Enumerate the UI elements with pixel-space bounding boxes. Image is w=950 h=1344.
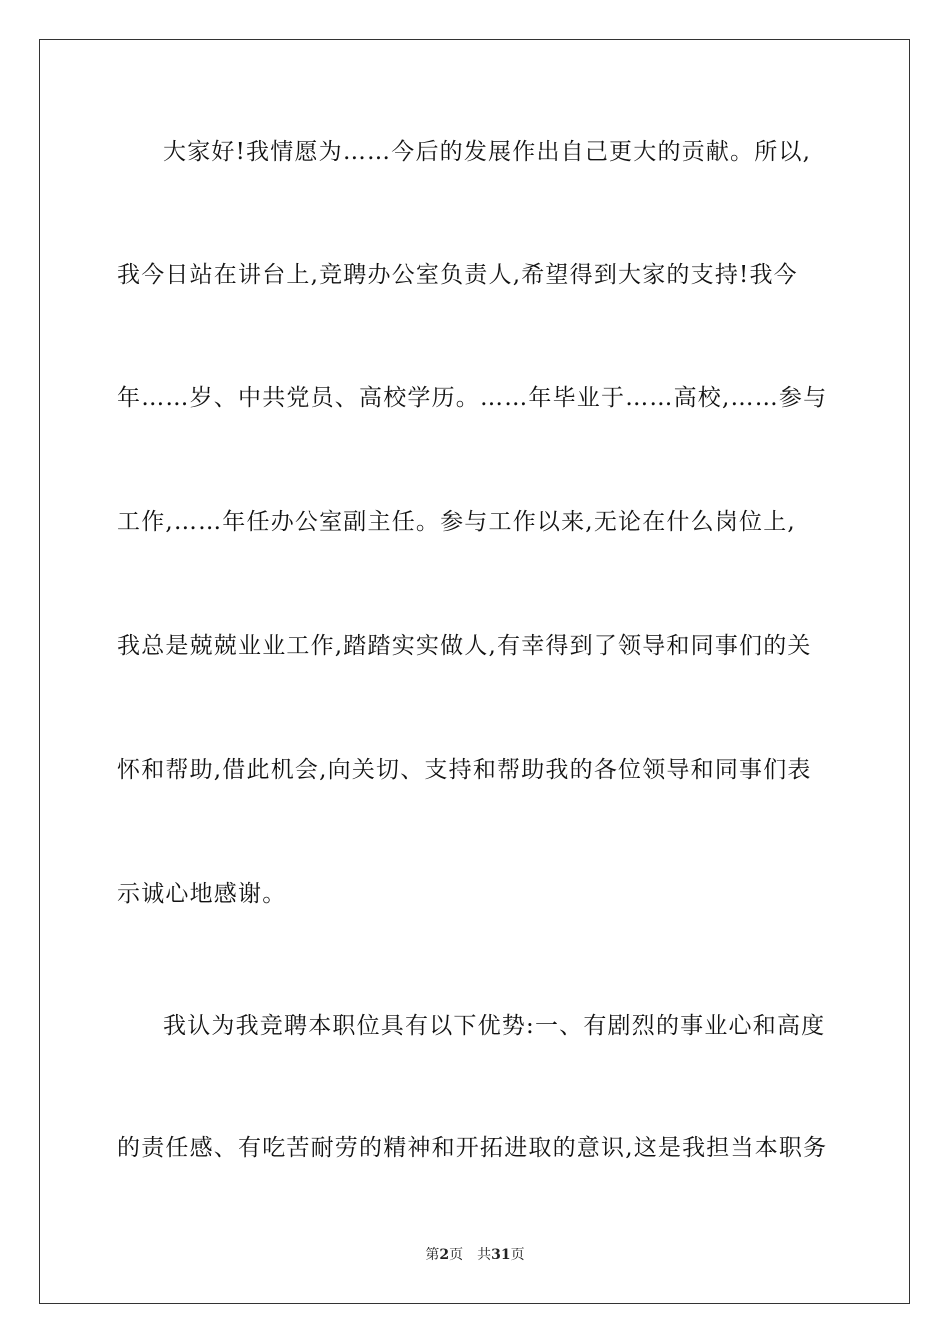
paragraph-2-line-2: 的责任感、有吃苦耐劳的精神和开拓进取的意识,这是我担当本职务 (117, 1135, 828, 1161)
total-pages: 31 (491, 1247, 511, 1263)
page-number: 2 (439, 1247, 450, 1263)
paragraph-1-line-4: 工作,……年任办公室副主任。参与工作以来,无论在什么岗位上, (117, 509, 796, 535)
paragraph-2-line-1: 我认为我竞聘本职位具有以下优势:一、有剧烈的事业心和高度 (163, 1013, 826, 1039)
paragraph-1-line-3: 年……岁、中共党员、高校学历。……年毕业于……高校,……参与 (117, 385, 828, 411)
paragraph-1-line-5: 我总是兢兢业业工作,踏踏实实做人,有幸得到了领导和同事们的关 (117, 633, 812, 659)
paragraph-1-line-7: 示诚心地感谢。 (117, 881, 287, 907)
paragraph-1-line-6: 怀和帮助,借此机会,向关切、支持和帮助我的各位领导和同事们表 (117, 757, 812, 783)
page-border (39, 39, 910, 1304)
total-suffix: 页 (510, 1247, 525, 1263)
page-footer (0, 1245, 950, 1265)
page-suffix: 页 (449, 1247, 464, 1263)
paragraph-1-line-1: 大家好!我情愿为……今后的发展作出自己更大的贡献。所以, (163, 139, 812, 165)
paragraph-1-line-2: 我今日站在讲台上,竞聘办公室负责人,希望得到大家的支持!我今 (117, 262, 798, 288)
page-prefix: 第 (425, 1247, 440, 1263)
total-prefix: 共 (477, 1247, 492, 1263)
